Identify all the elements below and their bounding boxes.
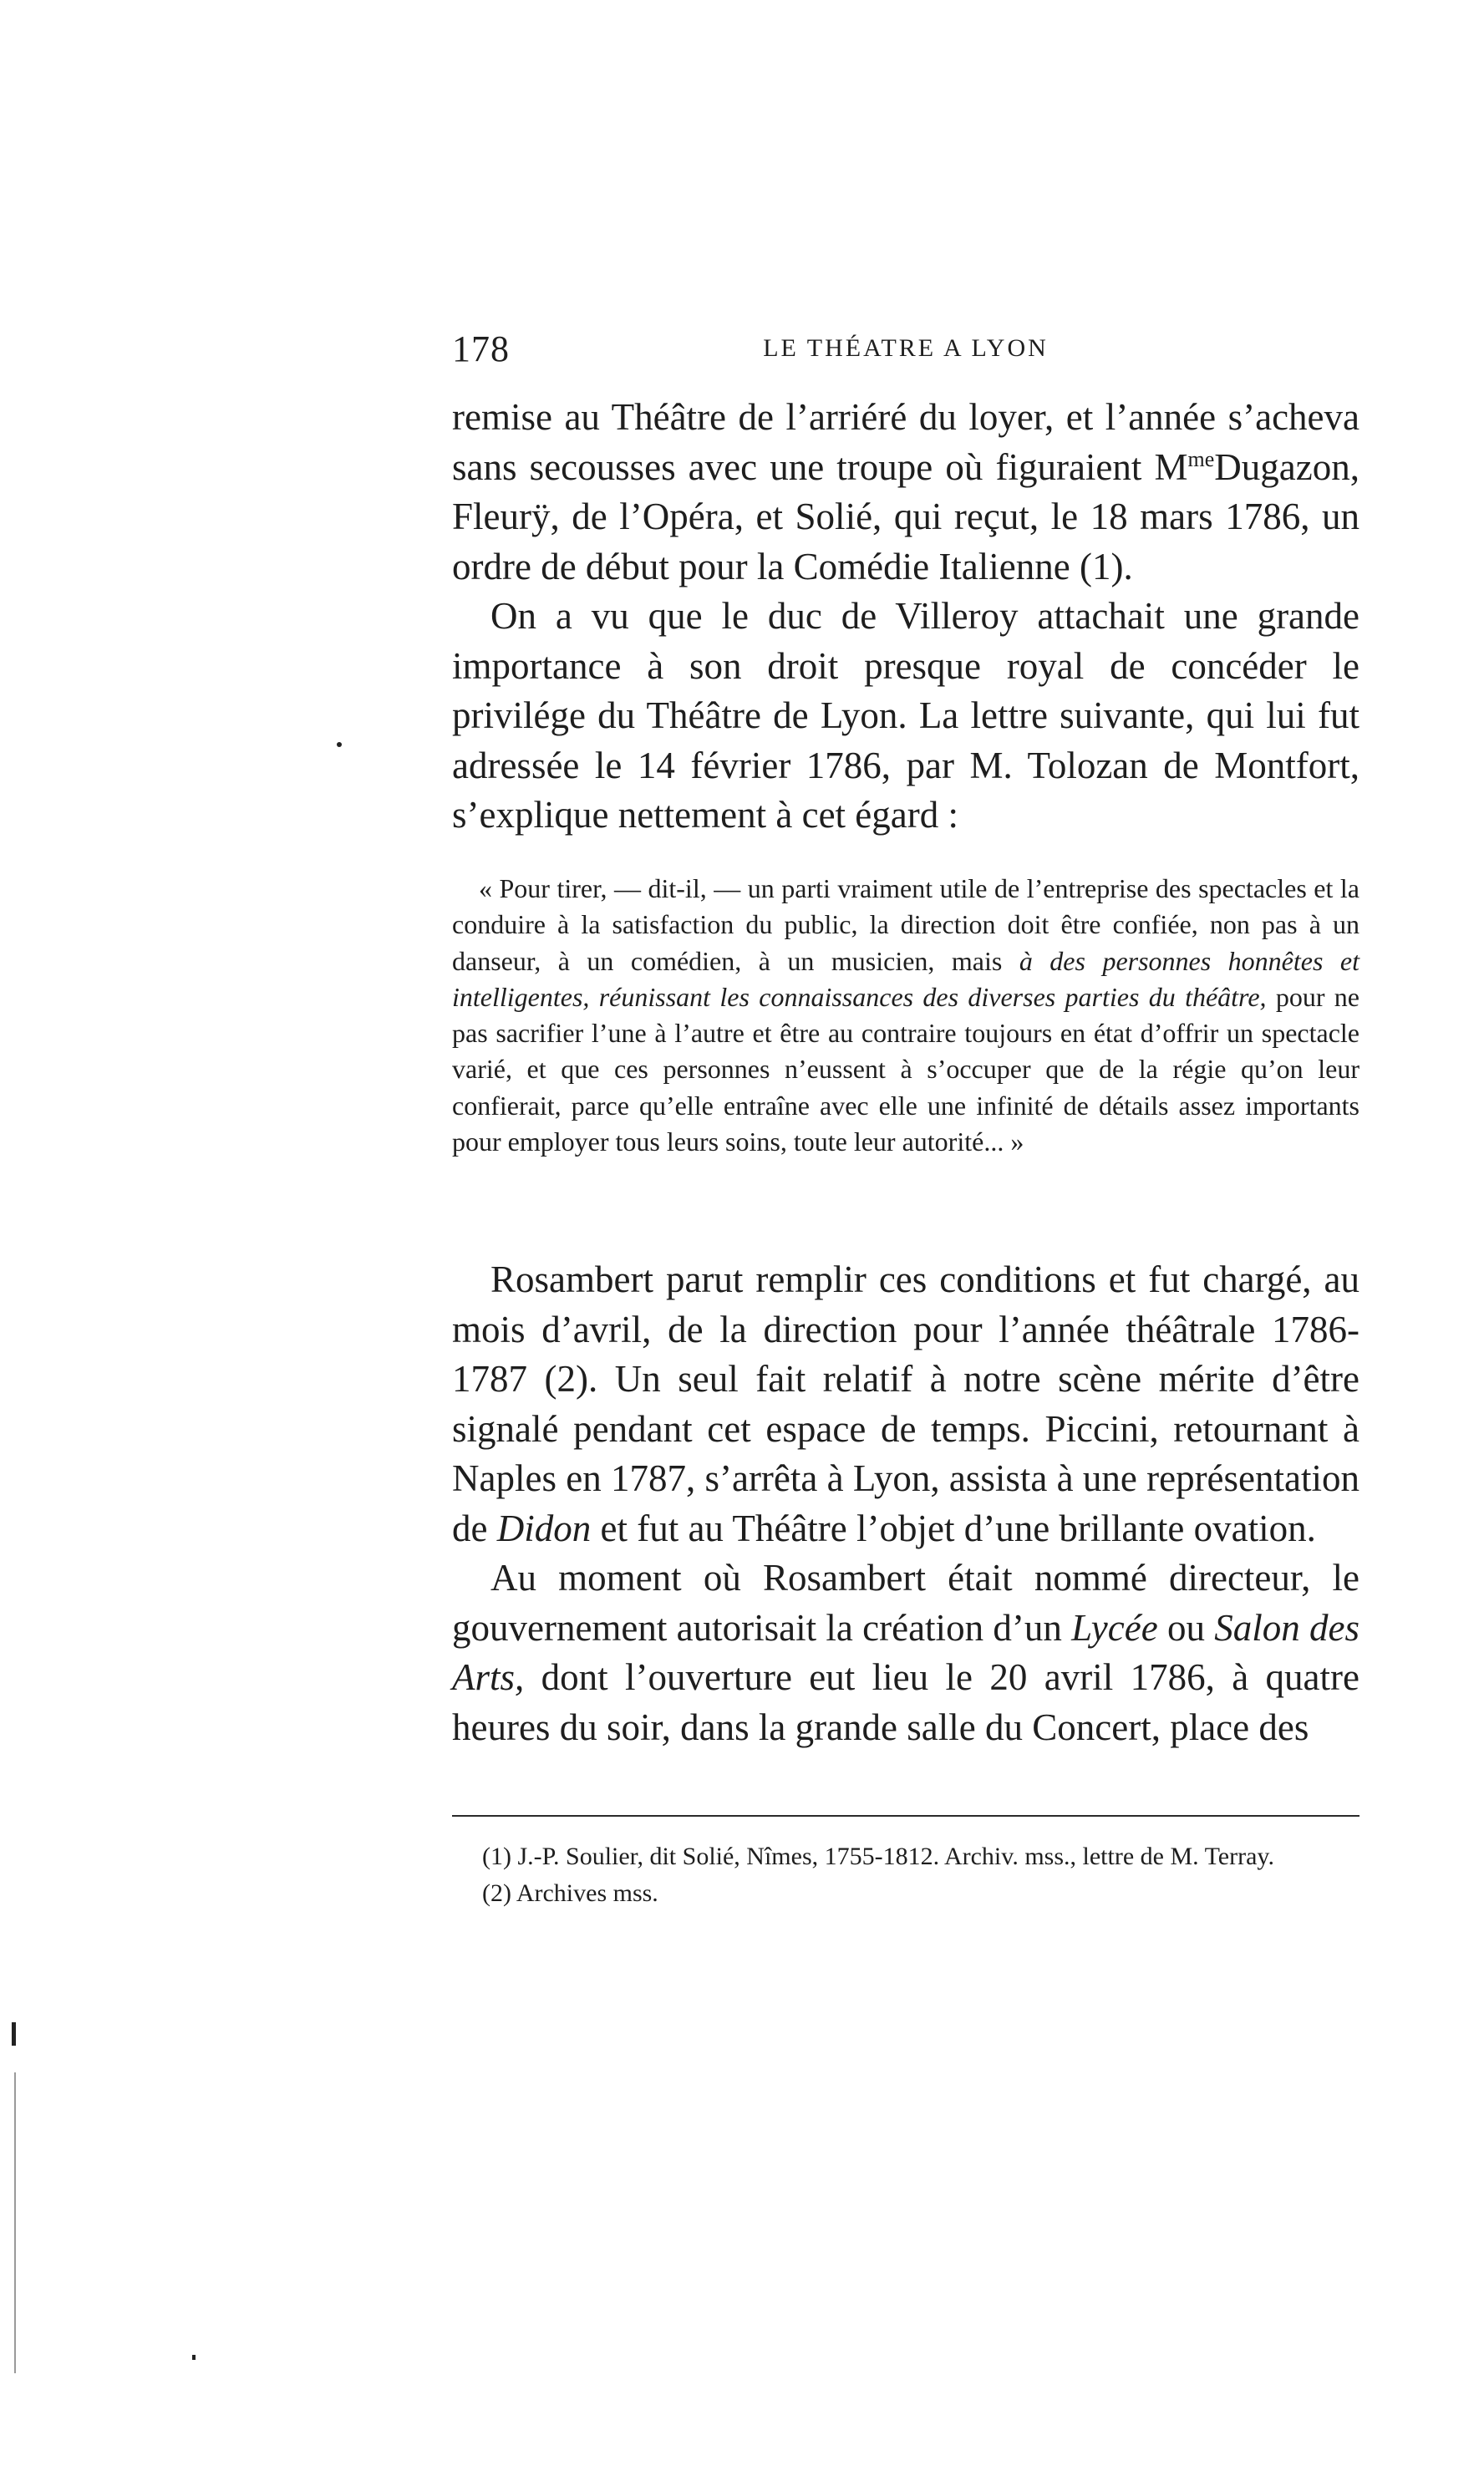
page-number: 178 [452,328,510,369]
superscript-me: me [1187,446,1215,471]
main-text-top [452,393,1359,841]
scan-edge-line [14,2072,16,2373]
paragraph-3: Rosambert parut remplir ces conditions et fut chargé, au mois d’avril, de la direction pour l’année théâtrale 1786-1787 (2). Un seul fait relatif à notre scène mérite d’être signalé pendant cet espace de temps. Piccini, retournant à Naples en 1787, s’arrêta à Lyon, assista à une représentation de Didon et fut au Théâtre l’objet d’une brillante ovation. [452,1258,1359,1549]
italic-salon-des-arts: Salon des Arts, [452,1606,1359,1698]
scan-mark [12,2022,16,2046]
italic-didon: Didon [496,1507,592,1549]
running-header [452,328,1359,378]
quote-italic: à des personnes honnêtes et intelligentes, réunissant les connaissances des diverses parties du théâtre, [452,945,1360,1012]
scan-dot [337,742,342,747]
footnotes [452,1838,1359,1912]
scan-dot [192,2355,196,2360]
paragraph-2: On a vu que le duc de Villeroy attachait une grande importance à son droit presque royal de concéder le privilége du Théâtre de Lyon. La lettre suivante, qui lui fut adressée le 14 février 1786, par M. Tolozan de Montfort, s’explique nettement à cet égard : [452,595,1359,836]
footnote-2: (2) Archives mss. [482,1879,658,1907]
footnote-separator [452,1815,1359,1817]
block-quote: « Pour tirer, — dit-il, — un parti vraiment utile de l’entreprise des spectacles et la conduire à la satisfaction du public, la direction doit être confiée, non pas à un danseur, à un comédien, à un musicien, mais à des personnes honnêtes et intelligentes, réunissant les connaissances des diverses parties du théâtre, pour ne pas sacrifier l’une à l’autre et être au contraire toujours en état d’offrir un spectacle varié, et que ces personnes n’eussent à s’occuper que de la régie qu’on leur confierait, parce qu’elle entraîne avec elle une infinité de détails assez importants pour employer tous leurs soins, toute leur autorité... » [452,873,1360,1157]
running-title: LE THÉATRE A LYON [763,334,1049,362]
paragraph-4: Au moment où Rosambert était nommé directeur, le gouvernement autorisait la création d’un Lycée ou Salon des Arts, dont l’ouverture eut lieu le 20 avril 1786, à quatre heures du soir, dans la grande salle du Concert, place des [452,1557,1359,1748]
footnote-1: (1) J.-P. Soulier, dit Solié, Nîmes, 1755-1812. Archiv. mss., lettre de M. Terray. [482,1843,1274,1870]
italic-lycee: Lycée [1071,1606,1158,1649]
main-text-bottom [452,1255,1359,1752]
paragraph-1: remise au Théâtre de l’arriéré du loyer, et l’année s’acheva sans secousses avec une troupe où figuraient $M^{me}Dugazon$, Fleurÿ, de l’Opéra, et Solié, qui reçut, le 18 mars 1786, un ordre de début pour la Comédie Italienne (1). [452,396,1359,587]
